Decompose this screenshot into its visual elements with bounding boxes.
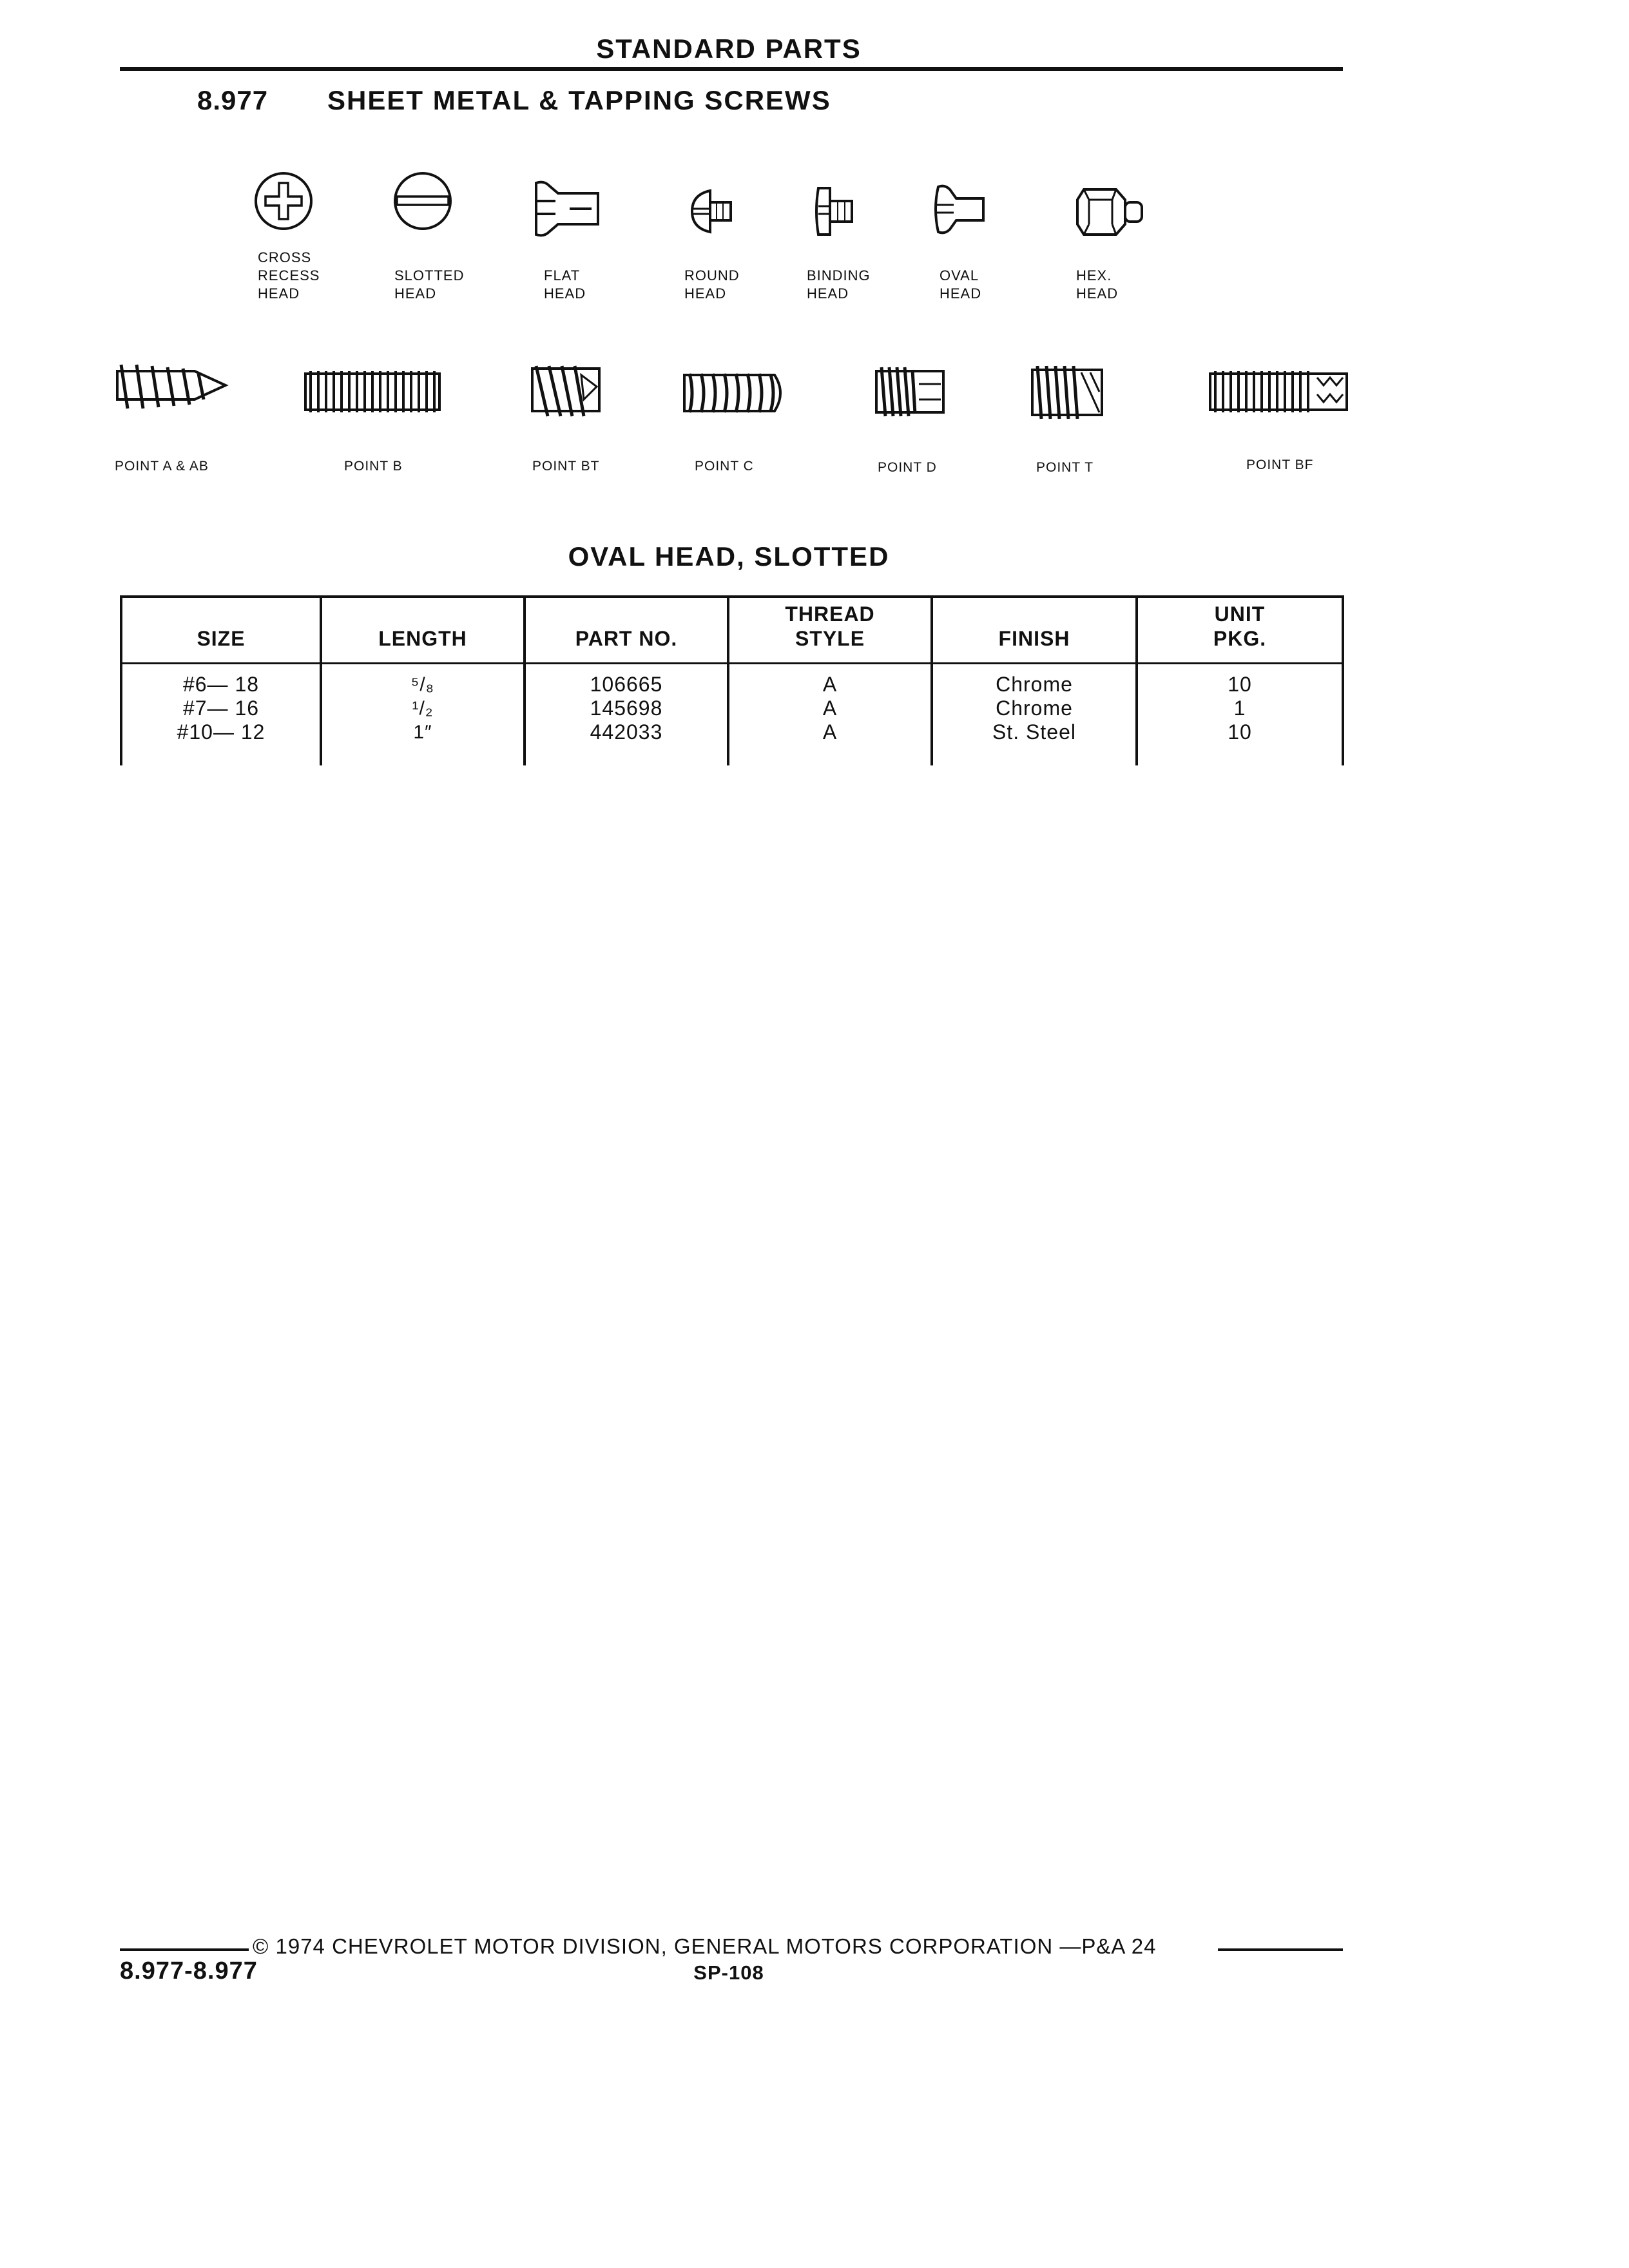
cell-part-no: 442033 — [590, 720, 663, 744]
column-header-finish: FINISH — [998, 627, 1070, 650]
footer-rule-right — [1218, 1948, 1343, 1951]
flat-head-icon — [532, 179, 603, 237]
header-rule — [120, 67, 1343, 71]
cell-finish: Chrome — [996, 697, 1073, 720]
footer-section-range: 8.977-8.977 — [120, 1957, 258, 1984]
head-label-slotted: SLOTTED HEAD — [394, 267, 465, 302]
point-bt-icon — [530, 362, 602, 420]
cell-size: #7— 16 — [182, 697, 260, 720]
oval-head-icon — [933, 182, 991, 236]
cross-recess-head-icon — [253, 170, 314, 232]
column-header-length: LENGTH — [378, 627, 467, 650]
cell-length: ⁵/₈ — [410, 674, 435, 695]
cell-unit-pkg: 1 — [1233, 697, 1246, 720]
cell-length: ¹/₂ — [412, 698, 434, 719]
cell-finish: St. Steel — [992, 720, 1076, 744]
column-header-unit-pkg: UNIT PKG. — [1213, 602, 1267, 650]
footer-copyright: © 1974 CHEVROLET MOTOR DIVISION, GENERAL MOTORS CORPORATION —P&A 24 — [253, 1934, 1157, 1958]
head-label-round: ROUND HEAD — [684, 267, 740, 302]
point-label-d: POINT D — [878, 460, 937, 475]
section-number: 8.977 — [197, 85, 269, 115]
cell-thread-style: A — [822, 697, 838, 720]
section-title: SHEET METAL & TAPPING SCREWS — [327, 85, 831, 115]
cell-part-no: 145698 — [590, 697, 663, 720]
cell-size: #10— 12 — [177, 720, 265, 744]
point-label-t: POINT T — [1036, 460, 1094, 475]
point-label-c: POINT C — [695, 459, 754, 474]
footer-page-number: SP-108 — [693, 1961, 764, 1984]
cell-part-no: 106665 — [590, 673, 663, 696]
point-label-b: POINT B — [344, 459, 403, 474]
cell-thread-style: A — [822, 720, 838, 744]
point-c-icon — [682, 370, 789, 416]
point-d-icon — [874, 365, 946, 419]
footer-rule-left — [120, 1948, 249, 1951]
column-header-part-no: PART NO. — [575, 627, 678, 650]
column-header-size: SIZE — [197, 627, 246, 650]
point-label-bt: POINT BT — [532, 459, 600, 474]
point-label-bf: POINT BF — [1246, 457, 1314, 472]
slotted-head-icon — [392, 170, 454, 232]
binding-head-icon — [813, 184, 858, 238]
head-label-cross-recess: CROSS RECESS HEAD — [258, 249, 320, 302]
point-t-icon — [1030, 363, 1104, 421]
column-header-thread-style: THREAD STYLE — [785, 602, 875, 650]
point-b-icon — [303, 369, 442, 415]
round-head-icon — [691, 187, 736, 236]
cell-thread-style: A — [822, 673, 838, 696]
table-top-border — [120, 595, 1344, 598]
point-label-a-ab: POINT A & AB — [115, 459, 209, 474]
point-a-ab-icon — [115, 362, 229, 412]
cell-size: #6— 18 — [182, 673, 260, 696]
cell-unit-pkg: 10 — [1228, 673, 1252, 696]
head-label-oval: OVAL HEAD — [940, 267, 982, 302]
hex-head-icon — [1075, 183, 1146, 241]
cell-finish: Chrome — [996, 673, 1073, 696]
page-header-title: STANDARD PARTS — [596, 34, 862, 64]
cell-length: 1″ — [413, 722, 432, 743]
cell-unit-pkg: 10 — [1228, 720, 1252, 744]
head-label-binding: BINDING HEAD — [807, 267, 871, 302]
point-bf-icon — [1208, 369, 1351, 415]
head-label-flat: FLAT HEAD — [544, 267, 586, 302]
table-header-border — [120, 662, 1344, 664]
head-label-hex: HEX. HEAD — [1076, 267, 1119, 302]
table-vline — [1342, 595, 1344, 765]
table-title: OVAL HEAD, SLOTTED — [568, 541, 890, 572]
